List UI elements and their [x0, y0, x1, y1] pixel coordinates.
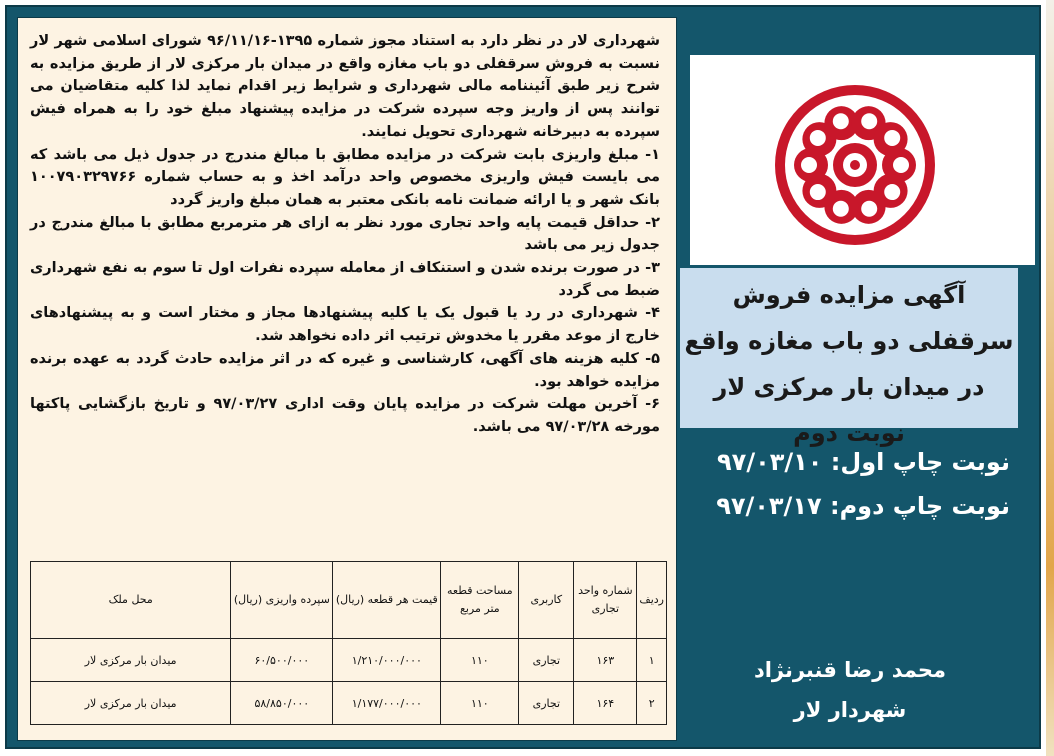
cell-unit-number: ۱۶۴ [574, 682, 637, 725]
cell-price: ۱/۱۷۷/۰۰۰/۰۰۰ [333, 682, 441, 725]
cell-area: ۱۱۰ [441, 682, 519, 725]
cell-row-number: ۲ [637, 682, 667, 725]
signatory-name: محمد رضا قنبرنژاد [753, 658, 947, 682]
intro-paragraph: شهرداری لار در نظر دارد به استناد مجوز شماره ۱۳۹۵-۹۶/۱۱/۱۶ شورای اسلامی شهر لار نسبت به فروش سرقفلی دو باب مغازه واقع در میدان بار مرکزی لار از طریق مزایده به شرح زیر طبق آئیننامه مالی شهرداری و شرایط زیر اقدام نماید لذا کلیه متقاضیان می توانند پس از واریز وجه سپرده شرکت در مزایده پیشنهاد مبلغ خود را به همراه فیش سپرده به دبیرخانه شهرداری تحویل نمایند. [30, 33, 660, 140]
notice-title: آگهی مزایده فروش سرقفلی دو باب مغازه واقع در میدان بار مرکزی لار نوبت دوم [684, 281, 1014, 447]
header-area: مساحت قطعه متر مربع [441, 562, 519, 639]
condition-2: ۲- حداقل قیمت پایه واحد تجاری مورد نظر به ازای هر مترمربع مطابق با مبالغ مندرج در جدول زیر می باشد [30, 214, 660, 254]
cell-usage: تجاری [519, 639, 574, 682]
header-location: محل ملک [31, 562, 231, 639]
condition-4: ۴- شهرداری در رد یا قبول یک یا کلیه پیشنهادها مجاز و مختار است و به پیشنهادهای خارج از موعد مقرر یا مخدوش ترتیب اثر داده نخواهد شد. [30, 305, 660, 345]
cell-deposit: ۶۰/۵۰۰/۰۰۰ [231, 639, 333, 682]
condition-1: ۱- مبلغ واریزی بابت شرکت در مزایده مطابق با مبالغ مندرج در جدول ذیل می باشد که می بایست فیش واریزی مخصوص واحد درآمد اخذ و به حساب شماره ۱۰۰۷۹۰۳۲۹۷۶۶ بانک شهر و یا ارائه ضمانت نامه بانکی معتبر به همان مبلغ واریز گردد [30, 146, 660, 208]
cell-area: ۱۱۰ [441, 639, 519, 682]
cell-location: میدان بار مرکزی لار [31, 639, 231, 682]
table-row [31, 682, 667, 725]
auction-table-wrapper [30, 561, 667, 717]
condition-3: ۳- در صورت برنده شدن و استنکاف از معامله سپرده نفرات اول تا سوم به نفع شهرداری ضبط می گردد [30, 260, 660, 299]
header-unit-number: شماره واحد تجاری [574, 562, 637, 639]
adjacent-page-edge [1046, 0, 1054, 756]
header-usage: کاربری [519, 562, 574, 639]
condition-5: ۵- کلیه هزینه های آگهی، کارشناسی و غیره که در اثر مزایده حادث گردد به عهده برنده مزایده خواهد بود. [30, 350, 660, 390]
cell-usage: تجاری [519, 682, 574, 725]
header-price: قیمت هر قطعه (ریال) [333, 562, 441, 639]
cell-location: میدان بار مرکزی لار [31, 682, 231, 725]
header-deposit: سپرده واریزی (ریال) [231, 562, 333, 639]
cell-unit-number: ۱۶۳ [574, 639, 637, 682]
cell-price: ۱/۲۱۰/۰۰۰/۰۰۰ [333, 639, 441, 682]
table-header-row [31, 562, 667, 639]
auction-table [30, 561, 667, 725]
print-date-first: نوبت چاپ اول: ۹۷/۰۳/۱۰ [717, 448, 1010, 476]
signatory-role: شهردار لار [793, 698, 907, 722]
table-row [31, 639, 667, 682]
cell-deposit: ۵۸/۸۵۰/۰۰۰ [231, 682, 333, 725]
cell-row-number: ۱ [637, 639, 667, 682]
notice-body-text [30, 30, 660, 439]
condition-6: ۶- آخرین مهلت شرکت در مزایده پایان وقت اداری ۹۷/۰۳/۲۷ و تاریخ بازگشایی پاکتها مورخه ۹۷/۰۳/۲۸ می باشد. [30, 396, 660, 435]
print-date-second: نوبت چاپ دوم: ۹۷/۰۳/۱۷ [716, 492, 1010, 520]
header-row-number: ردیف [637, 562, 667, 639]
municipality-logo-icon [770, 80, 940, 250]
